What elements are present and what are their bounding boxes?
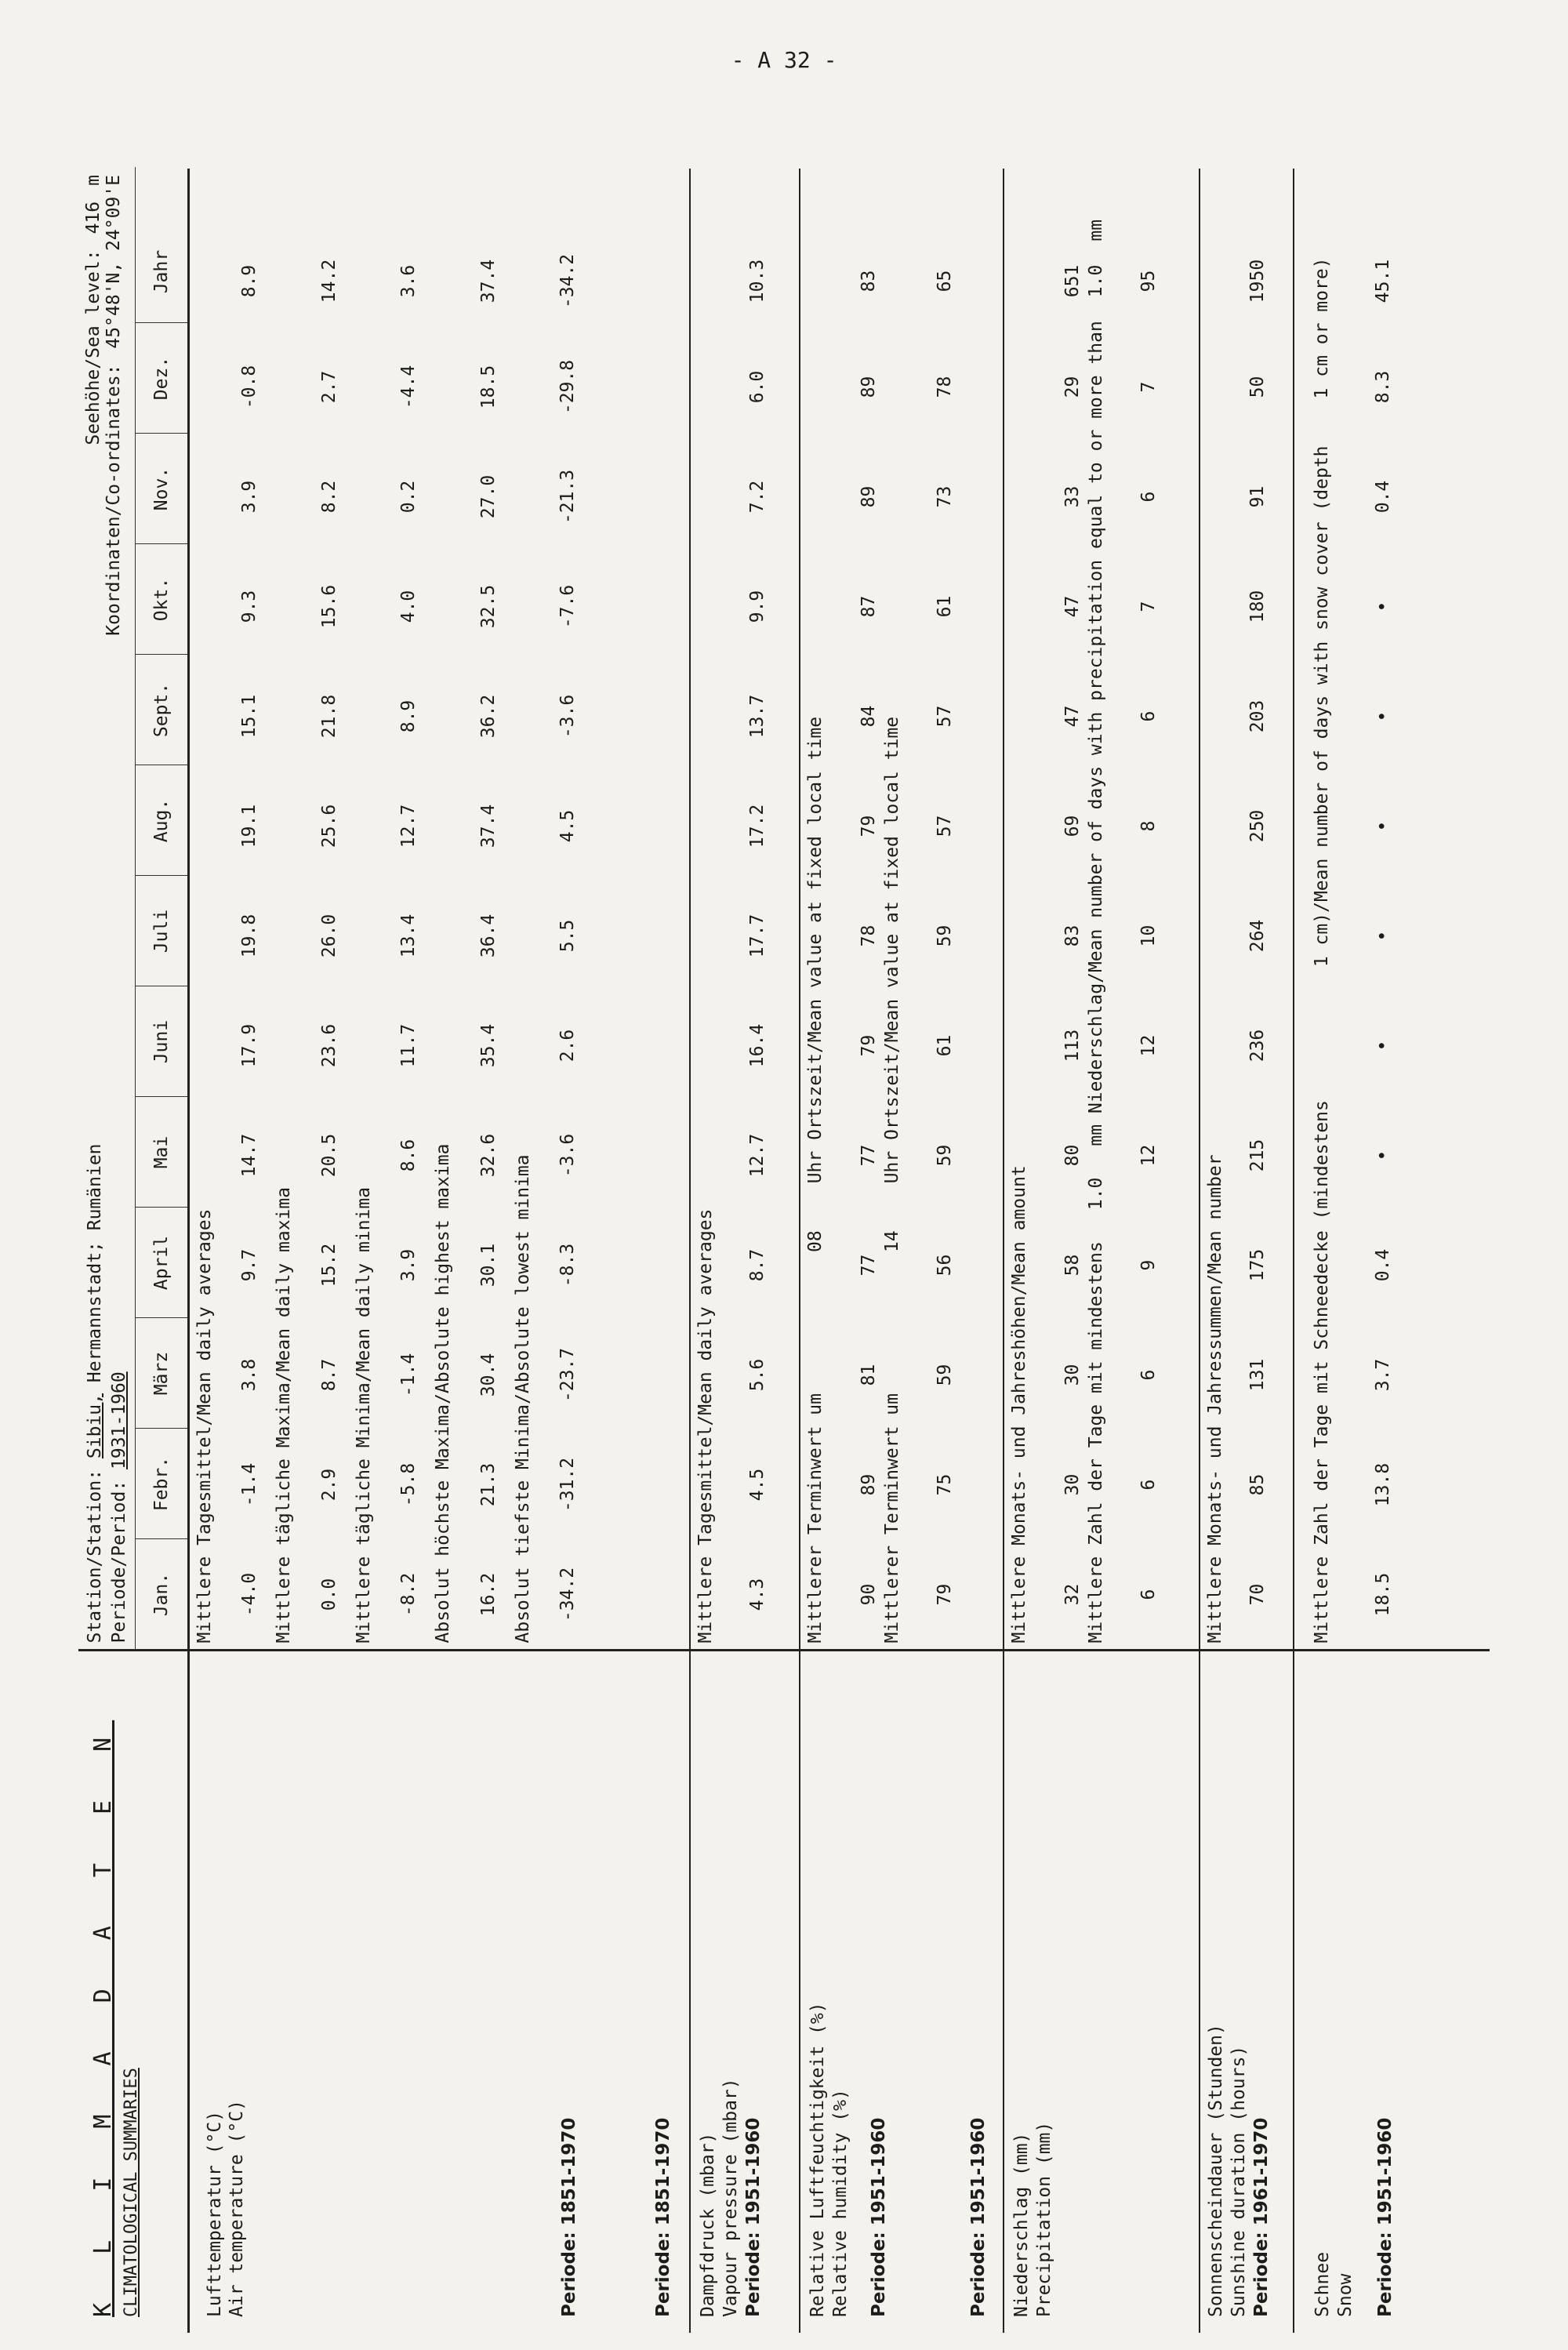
table-cell: 250 xyxy=(1247,809,1268,843)
precipitation-label-de: Niederschlag (mm) xyxy=(1011,2132,1032,2317)
table-cell: 30.4 xyxy=(477,1353,499,1397)
table-cell: 21.8 xyxy=(318,694,339,739)
precipitation-section xyxy=(1004,169,1200,2333)
table-cell: 21.3 xyxy=(477,1462,499,1507)
table-cell: 57 xyxy=(935,705,956,728)
note-text: Mittlerer Terminwert um xyxy=(805,1393,826,1644)
climate-table xyxy=(78,169,1490,2333)
precipitation-label-en: Precipitation (mm) xyxy=(1033,2121,1054,2317)
table-cell: 3.9 xyxy=(398,1248,419,1282)
table-cell: 180 xyxy=(1247,590,1268,623)
month-jan: Jan. xyxy=(136,1539,187,1650)
precip-amount-row xyxy=(1062,169,1083,1650)
table-cell: 13.4 xyxy=(398,913,419,958)
table-cell: 3.8 xyxy=(239,1358,260,1392)
temp-abs-max-note: Absolut höchste Maxima/Absolute highest maxima xyxy=(433,1143,454,1644)
note-text: mm Niederschlag/Mean number of days with precipitation equal to or more than xyxy=(1085,321,1106,1146)
station-label: Station/Station: xyxy=(85,1469,105,1644)
table-cell: 78 xyxy=(935,376,956,398)
note-text: Mittlerer Terminwert um xyxy=(881,1393,902,1644)
table-cell: -34.2 xyxy=(557,253,579,309)
table-cell: 83 xyxy=(858,270,879,292)
sunshine-note: Mittlere Monats- und Jahressummen/Mean number xyxy=(1205,1154,1225,1644)
table-cell: -31.2 xyxy=(557,1457,579,1513)
vapour-label-cell xyxy=(690,1651,800,2333)
note-text: 1 cm or more) xyxy=(1312,257,1332,399)
table-cell: 19.1 xyxy=(239,804,260,848)
table-cell: • xyxy=(1372,1040,1393,1052)
station-name: Sibiu, xyxy=(85,1393,105,1459)
table-cell: 19.8 xyxy=(239,913,260,958)
station-rest: Hermannstadt; Rumänien xyxy=(85,1143,105,1383)
table-cell: 87 xyxy=(858,595,879,618)
table-cell: 7 xyxy=(1138,601,1160,612)
table-cell: 6 xyxy=(1138,1589,1160,1600)
table-cell: 8.3 xyxy=(1372,370,1393,404)
table-cell: 2.6 xyxy=(557,1029,579,1062)
table-cell: • xyxy=(1372,820,1393,832)
table-cell: • xyxy=(1372,710,1393,722)
temp-mean-row xyxy=(239,169,260,1650)
humidity-period-2: Periode: 1951-1960 xyxy=(968,2117,989,2317)
table-cell: 14.2 xyxy=(318,259,339,303)
table-cell: 30 xyxy=(1062,1473,1083,1496)
note-text: Uhr Ortszeit/Mean value at fixed local time xyxy=(881,716,902,1184)
table-cell: 4.5 xyxy=(746,1468,768,1502)
table-cell: 81 xyxy=(858,1364,879,1386)
table-cell: 47 xyxy=(1062,595,1083,618)
table-cell: 33 xyxy=(1062,485,1083,508)
temp-min-note: Mittlere tägliche Minima/Mean daily minima xyxy=(353,1186,374,1644)
table-cell: 12 xyxy=(1138,1034,1160,1057)
table-cell: • xyxy=(1372,930,1393,942)
table-cell: 27.0 xyxy=(477,474,499,519)
table-cell: 4.5 xyxy=(557,809,579,843)
month-sep: Sept. xyxy=(136,655,187,765)
coord-value: 45°48'N, 24°09'E xyxy=(103,175,124,349)
table-cell: 131 xyxy=(1247,1358,1268,1392)
table-cell: 89 xyxy=(858,485,879,508)
month-dec: Dez. xyxy=(136,323,187,434)
table-cell: 59 xyxy=(935,1364,956,1386)
table-cell: 17.7 xyxy=(746,913,768,958)
table-cell: 0.4 xyxy=(1372,1248,1393,1282)
sunshine-label-en: Sunshine duration (hours) xyxy=(1228,2045,1249,2317)
table-cell: 3.9 xyxy=(239,480,260,514)
snow-note xyxy=(1312,169,1334,1650)
sea-level-value: 416 xyxy=(83,201,103,234)
table-cell: 9 xyxy=(1138,1259,1160,1271)
snow-label-en: Snow xyxy=(1334,2273,1356,2317)
note-text: Mittlere Zahl der Tage mit mindestens xyxy=(1085,1241,1106,1644)
temp-mean-note: Mittlere Tagesmittel/Mean daily averages xyxy=(194,1208,215,1644)
table-cell: 35.4 xyxy=(477,1023,499,1068)
month-aug: Aug. xyxy=(136,765,187,876)
table-cell: 13.8 xyxy=(1372,1462,1393,1507)
note-threshold: 1.0 xyxy=(1085,1177,1106,1211)
precip-days-row xyxy=(1138,169,1159,1650)
table-cell: 30 xyxy=(1062,1364,1083,1386)
note-unit: mm xyxy=(1085,219,1106,242)
table-cell: 0.0 xyxy=(318,1578,339,1611)
table-cell: 3.7 xyxy=(1372,1358,1393,1392)
table-cell: 58 xyxy=(1062,1254,1083,1277)
table-cell: 1950 xyxy=(1247,259,1268,303)
table-cell: 79 xyxy=(858,815,879,837)
table-cell: 80 xyxy=(1062,1144,1083,1167)
humidity-label-en: Relative humidity (%) xyxy=(829,2089,851,2317)
table-cell: 7.2 xyxy=(746,480,768,514)
table-cell: 37.4 xyxy=(477,259,499,303)
temp-min-row xyxy=(398,169,419,1650)
table-cell: -8.3 xyxy=(557,1243,579,1288)
table-cell: 90 xyxy=(858,1583,879,1606)
table-cell: 77 xyxy=(858,1144,879,1167)
humidity-08-note xyxy=(805,169,827,1650)
table-cell: 12 xyxy=(1138,1144,1160,1167)
temperature-label-cell xyxy=(188,1651,690,2333)
table-cell: 5.6 xyxy=(746,1358,768,1392)
snow-label-cell xyxy=(1294,1651,1490,2333)
table-cell: 8.9 xyxy=(239,264,260,298)
table-cell: 12.7 xyxy=(398,804,419,848)
table-cell: 264 xyxy=(1247,919,1268,953)
table-cell: -5.8 xyxy=(398,1462,419,1507)
vapour-values-cell xyxy=(690,169,800,1651)
precipitation-values-cell xyxy=(1004,169,1200,1651)
snow-period: Periode: 1951-1960 xyxy=(1375,2117,1396,2317)
table-cell: 37.4 xyxy=(477,804,499,848)
table-cell: 29 xyxy=(1062,376,1083,398)
table-cell: 47 xyxy=(1062,705,1083,728)
table-cell: -8.2 xyxy=(398,1572,419,1617)
sunshine-label-de: Sonnenscheindauer (Stunden) xyxy=(1206,2024,1226,2317)
table-cell: 70 xyxy=(1247,1583,1268,1606)
table-cell: 11.7 xyxy=(398,1023,419,1068)
snow-label-de: Schnee xyxy=(1312,2251,1333,2317)
note-hour: 14 xyxy=(881,1230,902,1252)
table-cell: 8.6 xyxy=(398,1139,419,1172)
temperature-period-2: Periode: 1851-1970 xyxy=(653,2117,673,2317)
humidity-period-1: Periode: 1951-1960 xyxy=(868,2117,889,2317)
table-cell: 651 xyxy=(1062,264,1083,298)
precipitation-label-cell xyxy=(1004,1651,1200,2333)
table-cell: -1.4 xyxy=(239,1462,260,1507)
temp-max-note: Mittlere tägliche Maxima/Mean daily maxima xyxy=(274,1186,295,1644)
table-cell: 85 xyxy=(1247,1473,1268,1496)
table-cell: 113 xyxy=(1062,1029,1083,1062)
table-cell: 175 xyxy=(1247,1248,1268,1282)
table-cell: -7.6 xyxy=(557,584,579,629)
month-oct: Okt. xyxy=(136,544,187,655)
vapour-period: Periode: 1951-1960 xyxy=(742,2117,764,2317)
table-cell: 8 xyxy=(1138,820,1160,832)
table-cell: 16.2 xyxy=(477,1572,499,1617)
temperature-label-de: Lufttemperatur (°C) xyxy=(204,2110,225,2317)
note-text: Mittlere Zahl der Tage mit Schneedecke (mindestens xyxy=(1312,1100,1332,1644)
table-cell: 32 xyxy=(1062,1583,1083,1606)
table-cell: 4.0 xyxy=(398,590,419,623)
month-jul: Juli xyxy=(136,876,187,986)
coord-label: Koordinaten/Co-ordinates: xyxy=(103,364,124,636)
vapour-label-de: Dampfdruck (mbar) xyxy=(698,2132,718,2317)
table-cell: 65 xyxy=(935,270,956,292)
sea-level-label: Seehöhe/Sea level: xyxy=(83,249,103,445)
sunshine-label-cell xyxy=(1200,1651,1294,2333)
snow-row xyxy=(1373,169,1393,1650)
table-cell: 0.2 xyxy=(398,480,419,514)
table-cell: 6 xyxy=(1138,1479,1160,1491)
table-cell: -23.7 xyxy=(557,1347,579,1403)
table-cell: 89 xyxy=(858,376,879,398)
table-cell: 77 xyxy=(858,1254,879,1277)
table-cell: 91 xyxy=(1247,485,1268,508)
table-cell: 78 xyxy=(858,924,879,947)
table-cell: 13.7 xyxy=(746,694,768,739)
page-number: - A 32 - xyxy=(731,47,837,73)
temperature-period-1: Periode: 1851-1970 xyxy=(559,2117,579,2317)
table-cell: 7 xyxy=(1138,381,1160,393)
vapour-note: Mittlere Tagesmittel/Mean daily averages xyxy=(695,1208,716,1644)
vapour-section xyxy=(690,169,800,2333)
table-cell: 9.9 xyxy=(746,590,768,623)
table-cell: 14.7 xyxy=(239,1133,260,1178)
header-info-cell xyxy=(78,169,188,1651)
humidity-14-note xyxy=(882,169,904,1650)
table-cell: 57 xyxy=(935,815,956,837)
table-cell: 59 xyxy=(935,1144,956,1167)
table-cell: 69 xyxy=(1062,815,1083,837)
table-cell: -0.8 xyxy=(239,365,260,409)
sunshine-row xyxy=(1247,169,1268,1650)
temperature-section xyxy=(188,169,690,2333)
table-cell: 215 xyxy=(1247,1139,1268,1172)
table-cell: 17.2 xyxy=(746,804,768,848)
table-cell: 8.2 xyxy=(318,480,339,514)
temperature-values-cell xyxy=(188,169,690,1651)
table-cell: 9.3 xyxy=(239,590,260,623)
humidity-label-de: Relative Luftfeuchtigkeit (%) xyxy=(808,2002,828,2317)
table-cell: 203 xyxy=(1247,699,1268,733)
snow-values-cell xyxy=(1294,169,1490,1651)
table-cell: 73 xyxy=(935,485,956,508)
table-cell: 6 xyxy=(1138,491,1160,503)
table-cell: 89 xyxy=(858,1473,879,1496)
table-cell: 2.7 xyxy=(318,370,339,404)
table-cell: 0.4 xyxy=(1372,480,1393,514)
temp-abs-max-row xyxy=(478,169,499,1650)
vapour-row xyxy=(747,169,768,1650)
month-nov: Nov. xyxy=(136,434,187,544)
table-cell: -4.4 xyxy=(398,365,419,409)
table-cell: 18.5 xyxy=(477,365,499,409)
table-cell: 4.3 xyxy=(746,1578,768,1611)
table-cell: 26.0 xyxy=(318,913,339,958)
table-cell: -29.8 xyxy=(557,359,579,415)
note-hour: 08 xyxy=(805,1230,826,1252)
table-cell: 56 xyxy=(935,1254,956,1277)
sea-level-unit: m xyxy=(83,175,103,186)
table-cell: 15.2 xyxy=(318,1243,339,1288)
month-jun: Juni xyxy=(136,986,187,1097)
note-text: Uhr Ortszeit/Mean value at fixed local time xyxy=(805,716,826,1184)
table-cell: 84 xyxy=(858,705,879,728)
humidity-label-cell xyxy=(800,1651,1004,2333)
climate-data-sheet xyxy=(78,169,1490,2333)
table-cell: 6 xyxy=(1138,1369,1160,1381)
table-cell: 59 xyxy=(935,924,956,947)
table-cell: 30.1 xyxy=(477,1243,499,1288)
table-cell: 20.5 xyxy=(318,1133,339,1178)
period-value: 1931-1960 xyxy=(109,1371,130,1469)
month-year: Jahr xyxy=(151,249,172,294)
table-cell: -3.6 xyxy=(557,1133,579,1178)
table-cell: 8.7 xyxy=(318,1358,339,1392)
table-cell: 23.6 xyxy=(318,1023,339,1068)
table-cell: 8.7 xyxy=(746,1248,768,1282)
table-cell: -21.3 xyxy=(557,469,579,525)
table-cell: • xyxy=(1372,601,1393,612)
month-header xyxy=(135,168,187,1650)
sheet-subtitle: CLIMATOLOGICAL SUMMARIES xyxy=(122,2068,141,2317)
table-cell: 10 xyxy=(1138,924,1160,947)
table-cell: 61 xyxy=(935,1034,956,1057)
table-cell: 25.6 xyxy=(318,804,339,848)
location-info xyxy=(83,175,124,636)
table-cell: -34.2 xyxy=(557,1567,579,1622)
table-cell: 18.5 xyxy=(1372,1572,1393,1617)
month-may: Mai xyxy=(136,1097,187,1208)
table-cell: 9.7 xyxy=(239,1248,260,1282)
table-cell: 15.1 xyxy=(239,694,260,739)
table-cell: 50 xyxy=(1247,376,1268,398)
vapour-label-en: Vapour pressure (mbar) xyxy=(720,2078,741,2317)
note-threshold: 1.0 xyxy=(1085,264,1106,298)
note-text: 1 cm)/Mean number of days with snow cover (depth xyxy=(1312,445,1332,968)
table-cell: 15.6 xyxy=(318,584,339,629)
sunshine-values-cell xyxy=(1200,169,1294,1651)
table-cell: 236 xyxy=(1247,1029,1268,1062)
table-cell: 6 xyxy=(1138,710,1160,722)
humidity-section xyxy=(800,169,1004,2333)
table-cell: 32.6 xyxy=(477,1133,499,1178)
table-cell: 8.9 xyxy=(398,699,419,733)
table-cell: 2.9 xyxy=(318,1468,339,1502)
table-cell: -4.0 xyxy=(239,1572,260,1617)
humidity-14-row xyxy=(935,169,955,1650)
table-cell: 3.6 xyxy=(398,264,419,298)
table-cell: 61 xyxy=(935,595,956,618)
table-cell: 45.1 xyxy=(1372,259,1393,303)
sunshine-period: Periode: 1961-1970 xyxy=(1250,2117,1272,2317)
table-cell: 12.7 xyxy=(746,1133,768,1178)
precip-amount-note: Mittlere Monats- und Jahreshöhen/Mean amount xyxy=(1009,1165,1029,1644)
temp-abs-min-note: Absolut tiefste Minima/Absolute lowest minima xyxy=(512,1154,533,1644)
temperature-label-en: Air temperature (°C) xyxy=(227,2100,248,2317)
sheet-title: K L I M A D A T E N xyxy=(89,1720,117,2317)
table-cell: 95 xyxy=(1138,270,1160,292)
table-cell: 32.5 xyxy=(477,584,499,629)
table-cell: 5.5 xyxy=(557,919,579,953)
sunshine-section xyxy=(1200,169,1294,2333)
table-cell: 17.9 xyxy=(239,1023,260,1068)
header-row xyxy=(78,169,188,2333)
temp-abs-min-row xyxy=(557,169,578,1650)
table-cell: 10.3 xyxy=(746,259,768,303)
table-cell: 79 xyxy=(858,1034,879,1057)
period-label: Periode/Period: xyxy=(109,1480,130,1644)
table-cell: • xyxy=(1372,1150,1393,1161)
humidity-values-cell xyxy=(800,169,1004,1651)
table-cell: 83 xyxy=(1062,924,1083,947)
humidity-08-row xyxy=(858,169,879,1650)
table-cell: 6.0 xyxy=(746,370,768,404)
table-cell: 36.2 xyxy=(477,694,499,739)
table-cell: 79 xyxy=(935,1583,956,1606)
table-cell: -1.4 xyxy=(398,1353,419,1397)
table-cell: -3.6 xyxy=(557,694,579,739)
header-title-cell xyxy=(78,1651,188,2333)
month-mar: März xyxy=(136,1318,187,1429)
precip-days-note xyxy=(1086,169,1108,1650)
snow-section xyxy=(1294,169,1490,2333)
month-apr: April xyxy=(136,1208,187,1318)
temp-max-row xyxy=(319,169,339,1650)
table-cell: 75 xyxy=(935,1473,956,1496)
table-cell: 36.4 xyxy=(477,913,499,958)
table-cell: 16.4 xyxy=(746,1023,768,1068)
month-feb: Febr. xyxy=(136,1429,187,1539)
